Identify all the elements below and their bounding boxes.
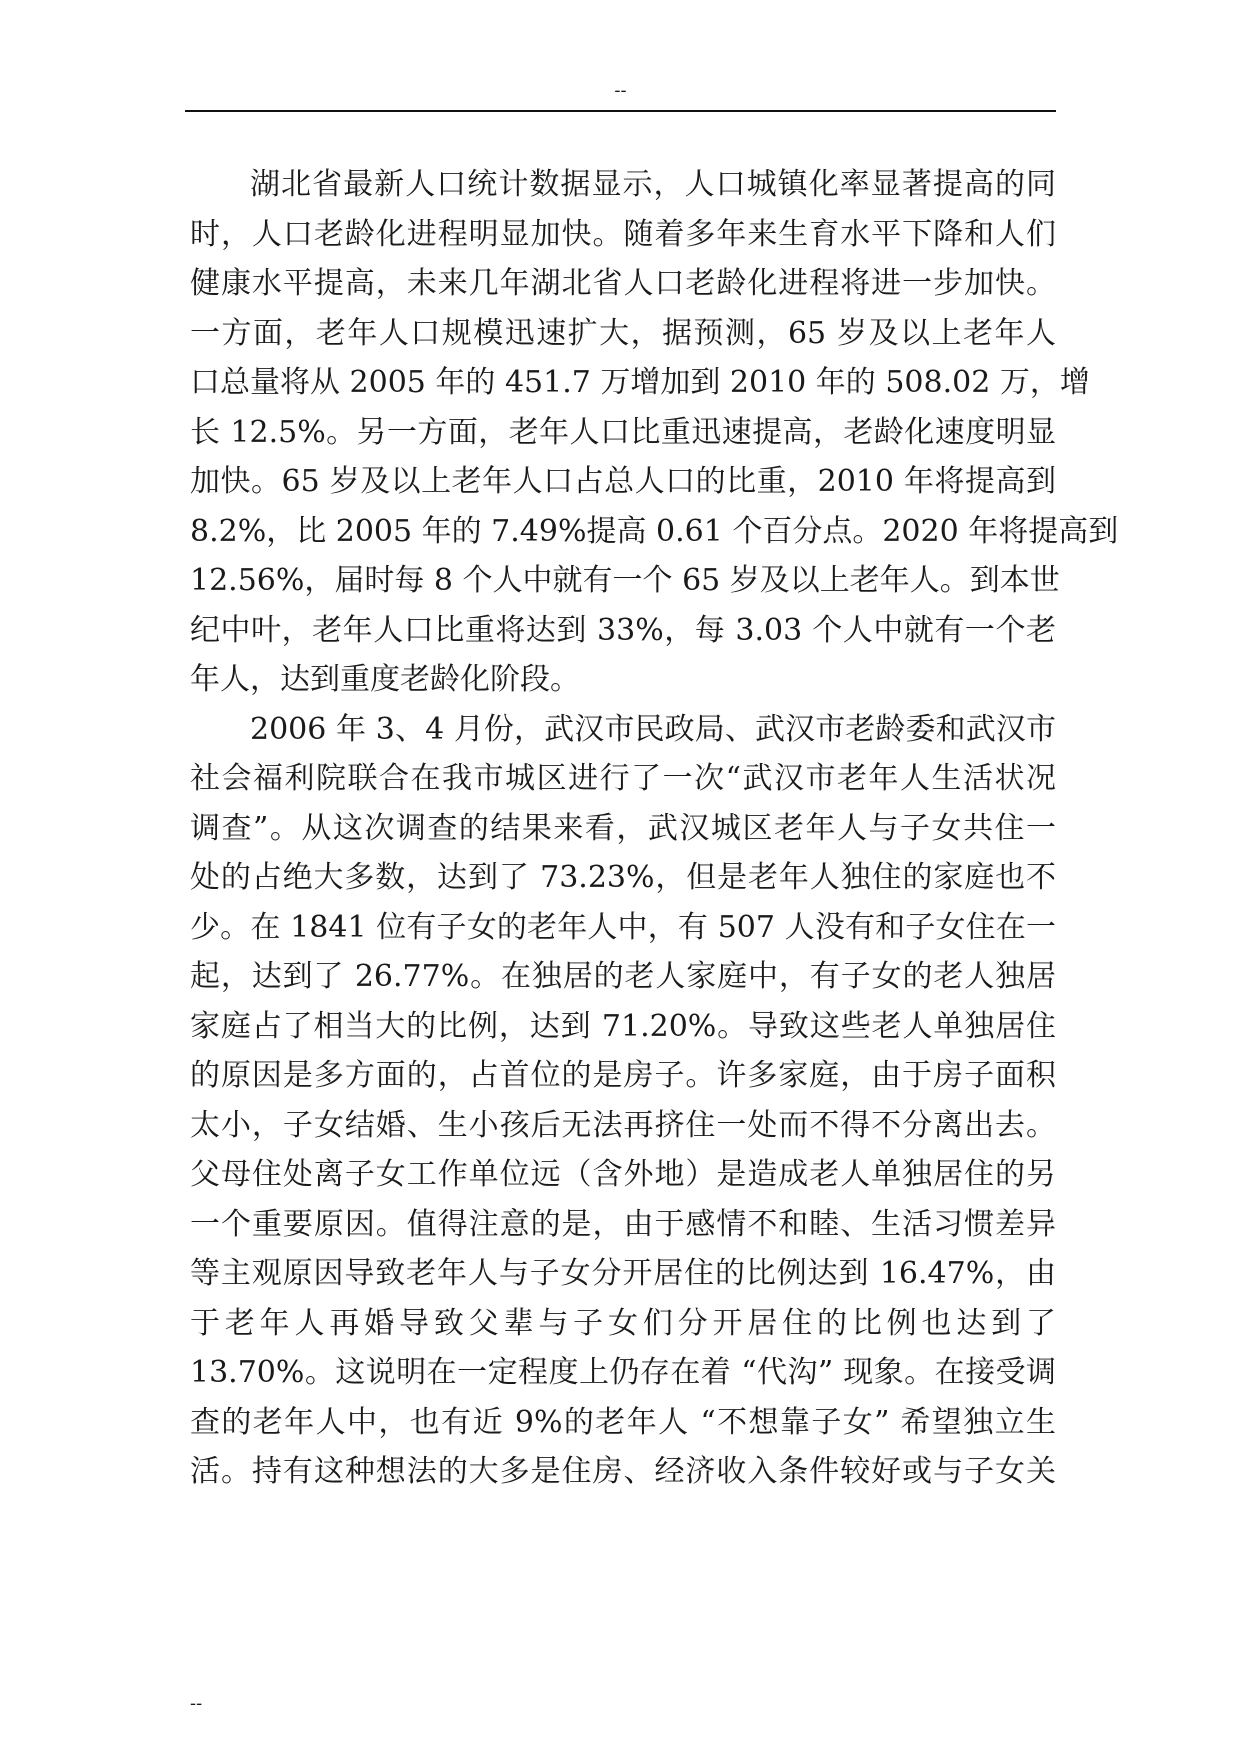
text-line: 社会福利院联合在我市城区进行了一次“武汉市老年人生活状况 <box>190 761 1056 796</box>
paragraph-1 <box>190 160 1119 705</box>
text-line: 调查”。从这次调查的结果来看，武汉城区老年人与子女共住一 <box>190 810 1056 846</box>
text-line: 父母住处离子女工作单位远（含外地）是造成老人单独居住的另 <box>190 1157 1056 1192</box>
text-line: 时，人口老龄化进程明显加快。随着多年来生育水平下降和人们 <box>190 216 1056 252</box>
text-line: 12.56%，届时每 8 个人中就有一个 65 岁及以上老年人。到本世 <box>190 563 1060 598</box>
text-line: 一方面，老年人口规模迅速扩大，据预测，65 岁及以上老年人 <box>190 315 1056 351</box>
text-line: 太小，子女结婚、生小孩后无法再挤住一处而不得不分离出去。 <box>190 1107 1056 1143</box>
text-line: 湖北省最新人口统计数据显示，人口城镇化率显著提高的同 <box>250 167 1056 202</box>
text-line: 2006 年 3、4 月份，武汉市民政局、武汉市老龄委和武汉市 <box>250 711 1056 747</box>
text-line: 长 12.5%。另一方面，老年人口比重迅速提高，老龄化速度明显 <box>190 414 1056 450</box>
text-line: 8.2%，比 2005 年的 7.49%提高 0.61 个百分点。2020 年将提高到 <box>190 513 1119 549</box>
text-line: 活。持有这种想法的大多是住房、经济收入条件较好或与子女关 <box>190 1454 1056 1489</box>
text-line: 加快。65 岁及以上老年人口占总人口的比重，2010 年将提高到 <box>190 464 1056 499</box>
text-line: 查的老年人中，也有近 9%的老年人 “不想靠子女” 希望独立生 <box>190 1404 1056 1440</box>
text-line: 等主观原因导致老年人与子女分开居住的比例达到 16.47%，由 <box>190 1256 1056 1291</box>
page-header-mark: -- <box>614 80 627 101</box>
text-line: 年人，达到重度老龄化阶段。 <box>190 662 580 697</box>
text-line: 家庭占了相当大的比例，达到 71.20%。导致这些老人单独居住 <box>190 1008 1056 1044</box>
text-line: 的原因是多方面的，占首位的是房子。许多家庭，由于房子面积 <box>190 1058 1056 1093</box>
text-line: 纪中叶，老年人口比重将达到 33%，每 3.03 个人中就有一个老 <box>190 612 1056 648</box>
text-line: 健康水平提高，未来几年湖北省人口老龄化进程将进一步加快。 <box>190 266 1056 301</box>
text-line: 口总量将从 2005 年的 451.7 万增加到 2010 年的 508.02 万，增 <box>190 365 1090 400</box>
paragraph-2 <box>190 705 1056 1497</box>
page-footer-mark: -- <box>190 1693 203 1714</box>
body-text <box>190 160 1119 1497</box>
text-line: 13.70%。这说明在一定程度上仍存在着 “代沟” 现象。在接受调 <box>190 1355 1056 1390</box>
text-line: 于老年人再婚导致父辈与子女们分开居住的比例也达到了 <box>190 1305 1056 1341</box>
text-line: 起，达到了 26.77%。在独居的老人家庭中，有子女的老人独居 <box>190 959 1056 994</box>
header-rule <box>185 110 1056 112</box>
text-line: 处的占绝大多数，达到了 73.23%，但是老年人独住的家庭也不 <box>190 860 1056 895</box>
text-line: 少。在 1841 位有子女的老年人中，有 507 人没有和子女住在一 <box>190 909 1056 945</box>
text-line: 一个重要原因。值得注意的是，由于感情不和睦、生活习惯差异 <box>190 1206 1056 1242</box>
